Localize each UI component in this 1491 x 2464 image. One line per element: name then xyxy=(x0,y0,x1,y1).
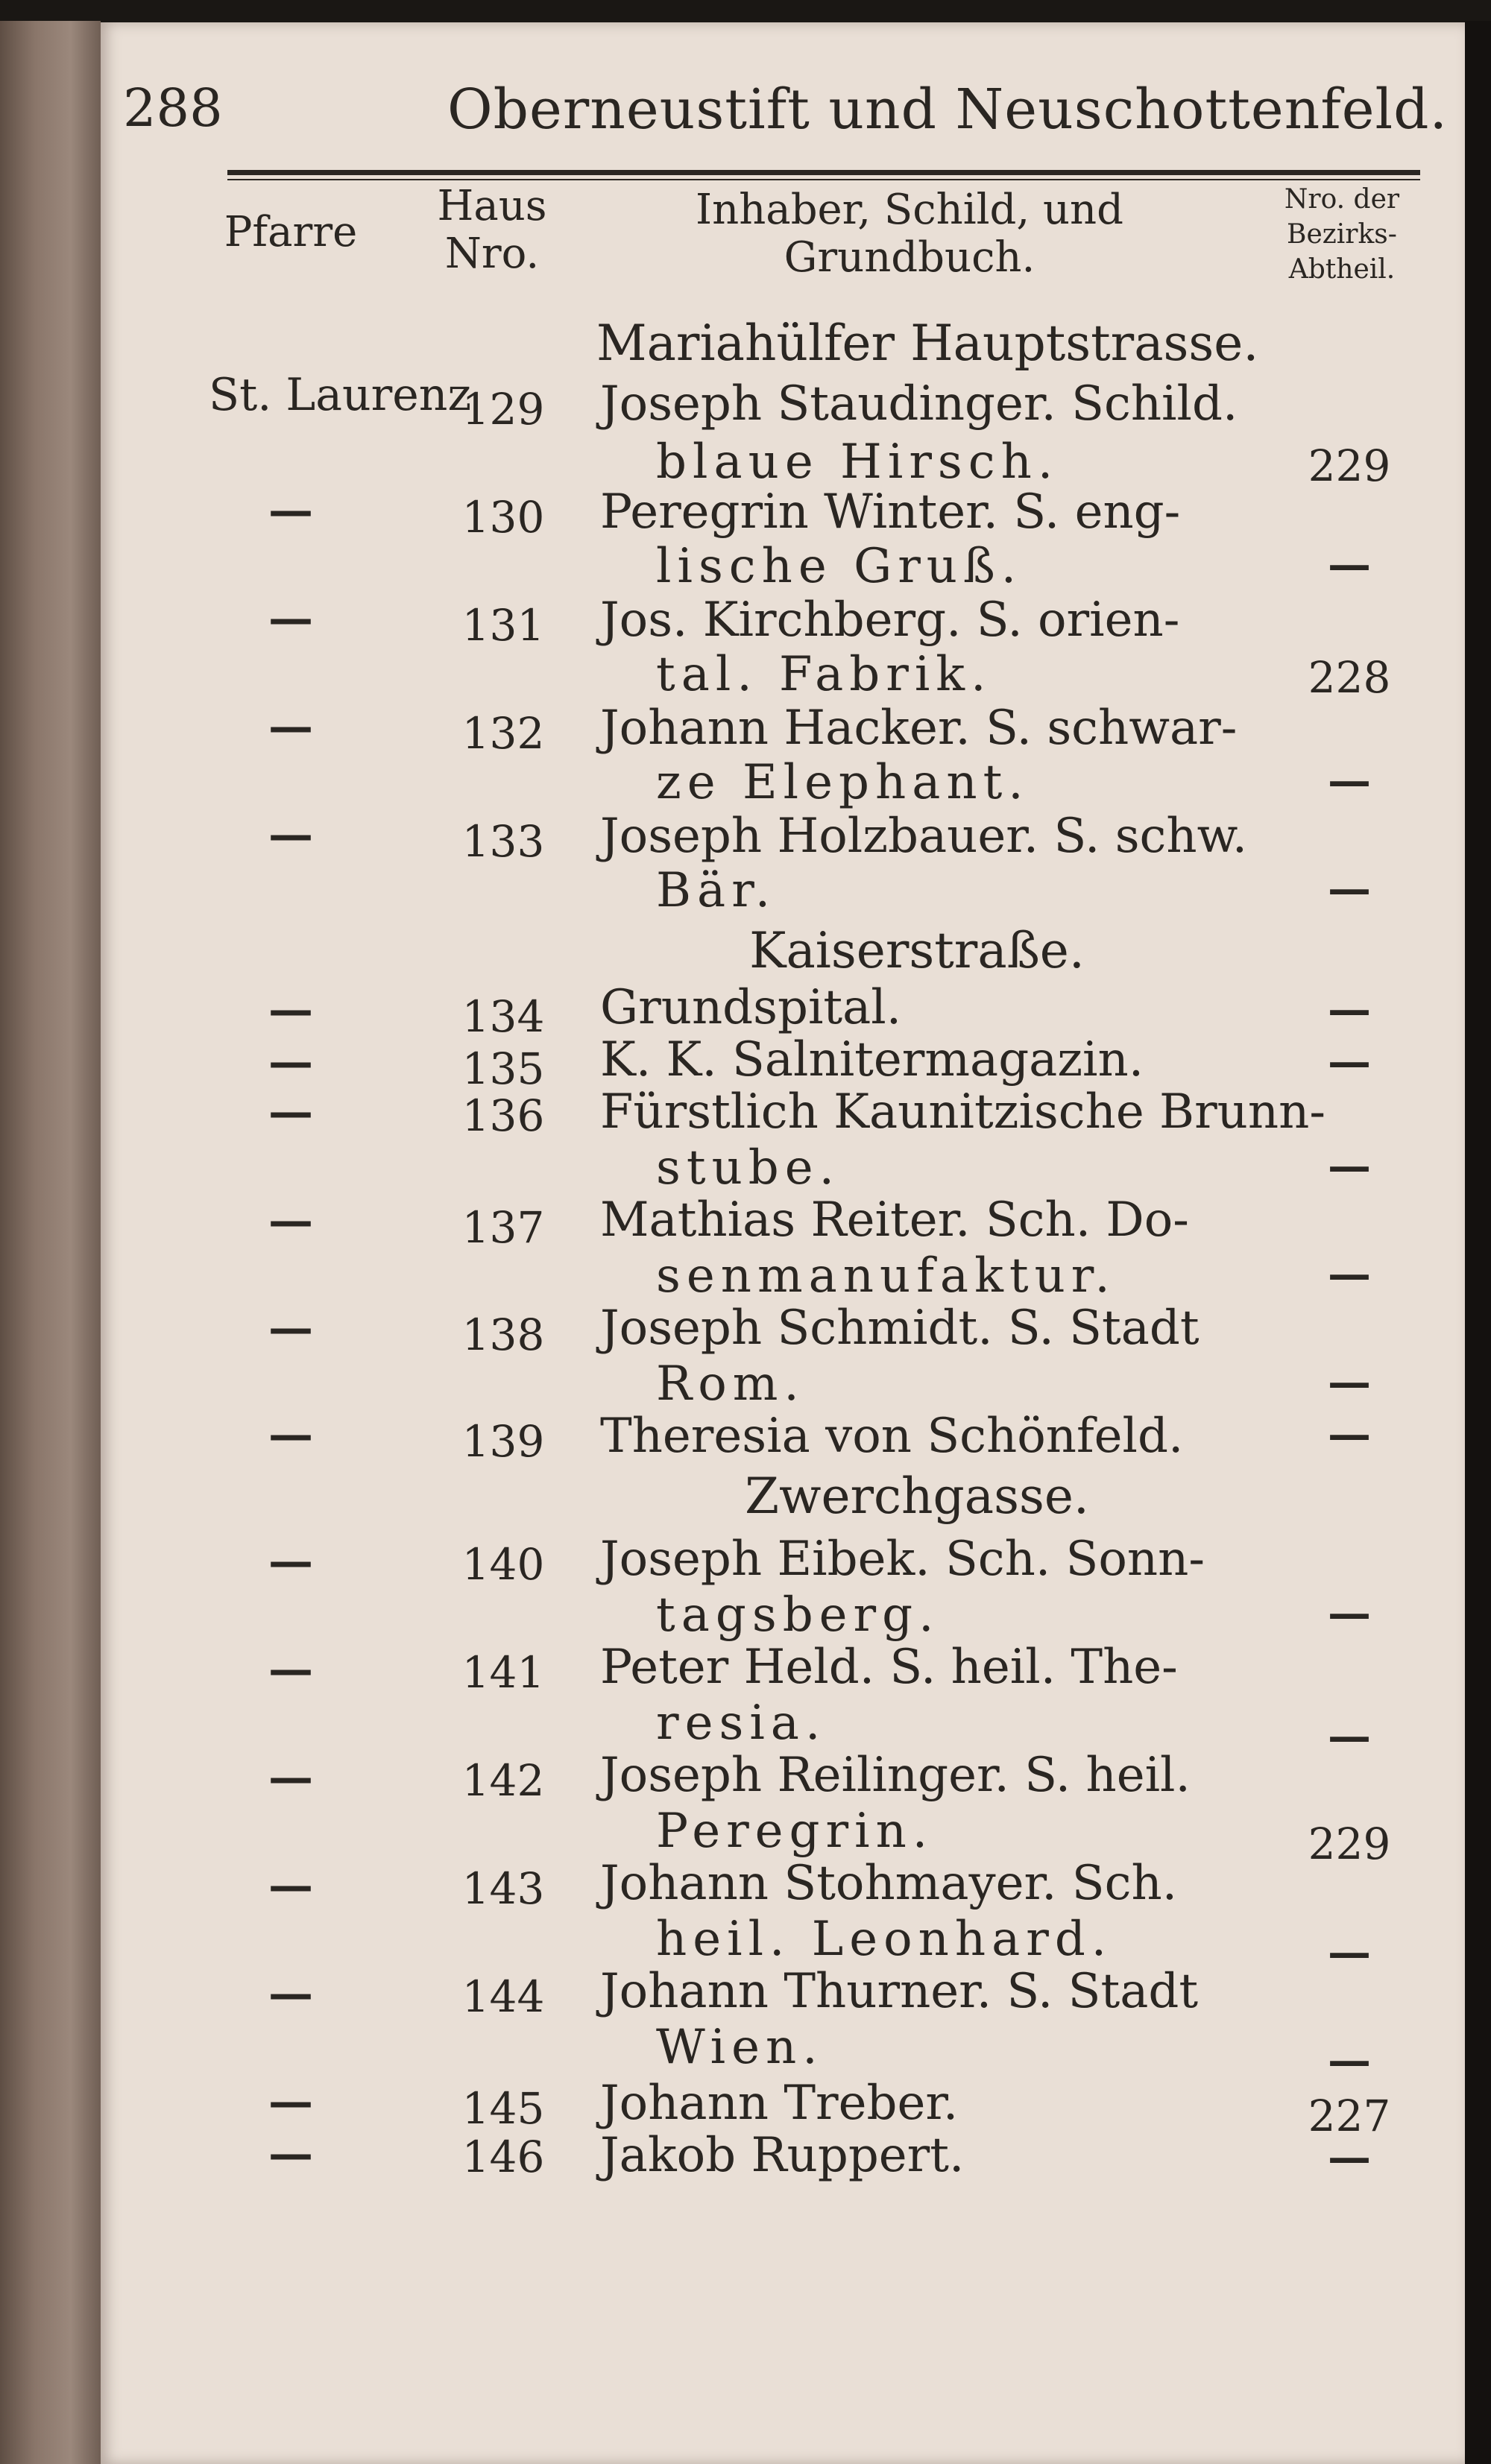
bezirk-number: — xyxy=(1328,755,1371,806)
entry-line-1: Johann Treber. xyxy=(600,2076,959,2131)
pfarre-cell: — xyxy=(268,1643,313,1696)
pfarre-cell: — xyxy=(268,1751,313,1804)
entry-line-1: Theresia von Schönfeld. xyxy=(600,1409,1184,1464)
pfarre-cell: — xyxy=(268,1535,313,1588)
entry-line-1: Jakob Ruppert. xyxy=(600,2128,965,2183)
page-edge-shadow xyxy=(1465,21,1491,2464)
pfarre-cell: — xyxy=(268,701,313,753)
bezirk-number: 229 xyxy=(1308,1819,1391,1869)
house-number: 142 xyxy=(461,1755,545,1806)
entry-line-2: tagsberg. xyxy=(656,1588,940,1643)
pfarre-cell: — xyxy=(268,2128,313,2180)
house-number: 138 xyxy=(461,1310,545,1360)
bezirk-number: 227 xyxy=(1308,2091,1391,2141)
house-number: 130 xyxy=(461,492,545,543)
bezirk-number: — xyxy=(1328,1588,1371,1638)
entry-line-2: heil. Leonhard. xyxy=(656,1912,1113,1967)
entry-line-2: blaue Hirsch. xyxy=(656,435,1059,490)
entry-line-1: Peter Held. S. heil. The- xyxy=(600,1640,1178,1695)
header-rule xyxy=(227,170,1420,175)
bezirk-number: — xyxy=(1328,1409,1371,1459)
entry-line-1: Joseph Eibek. Sch. Sonn- xyxy=(600,1532,1205,1587)
pfarre-cell: — xyxy=(268,1968,313,2020)
bezirk-number: — xyxy=(1328,1356,1371,1407)
house-number: 134 xyxy=(461,991,545,1042)
bezirk-number: — xyxy=(1328,984,1371,1034)
street-heading: Mariahülfer Hauptstrasse. xyxy=(596,315,1259,372)
column-header-haus-nro: Haus Nro. xyxy=(437,182,547,279)
bezirk-number: — xyxy=(1328,863,1371,914)
column-header-inhaber: Inhaber, Schild, und Grundbuch. xyxy=(696,186,1123,282)
house-number: 139 xyxy=(461,1416,545,1467)
house-number: 141 xyxy=(461,1647,545,1698)
house-number: 146 xyxy=(461,2132,545,2182)
bezirk-number: — xyxy=(1328,2035,1371,2085)
house-number: 145 xyxy=(461,2083,545,2134)
pfarre-cell: — xyxy=(268,593,313,645)
header-rule-thin xyxy=(227,179,1420,180)
bezirk-number: — xyxy=(1328,2132,1371,2182)
bezirk-number: — xyxy=(1328,539,1371,590)
entry-line-1: K. K. Salnitermagazin. xyxy=(600,1032,1144,1087)
entry-line-1: Johann Thurner. S. Stadt xyxy=(600,1964,1199,2019)
entry-line-1: Johann Stohmayer. Sch. xyxy=(600,1856,1178,1911)
entry-line-2: ze Elephant. xyxy=(656,755,1030,810)
entry-line-2: Bär. xyxy=(656,863,777,918)
pfarre-cell: — xyxy=(268,1086,313,1138)
entry-line-1: Mathias Reiter. Sch. Do- xyxy=(600,1192,1189,1248)
pfarre-cell: — xyxy=(268,809,313,861)
bezirk-number: — xyxy=(1328,1710,1371,1761)
pfarre-cell: — xyxy=(268,1302,313,1354)
bezirk-number: — xyxy=(1328,1927,1371,1977)
entry-line-1: Joseph Schmidt. S. Stadt xyxy=(600,1301,1200,1356)
entry-line-2: tal. Fabrik. xyxy=(656,647,992,702)
bezirk-number: — xyxy=(1328,1036,1371,1087)
house-number: 135 xyxy=(461,1043,545,1094)
pfarre-cell: St. Laurenz xyxy=(209,369,472,421)
entry-line-1: Jos. Kirchberg. S. orien- xyxy=(600,593,1180,648)
entry-line-1: Johann Hacker. S. schwar- xyxy=(600,701,1238,756)
entry-line-2: stube. xyxy=(656,1140,840,1195)
entry-line-1: Grundspital. xyxy=(600,980,902,1035)
entry-line-2: Peregrin. xyxy=(656,1804,934,1859)
entry-line-1: Joseph Holzbauer. S. schw. xyxy=(600,809,1248,864)
bezirk-number: — xyxy=(1328,1140,1371,1191)
pfarre-cell: — xyxy=(268,1036,313,1088)
book-spine xyxy=(0,21,101,2464)
page-number: 288 xyxy=(123,78,223,139)
pfarre-cell: — xyxy=(268,1195,313,1247)
entry-line-2: resia. xyxy=(656,1696,827,1751)
entry-line-1: Joseph Staudinger. Schild. xyxy=(600,376,1238,432)
pfarre-cell: — xyxy=(268,984,313,1036)
entry-line-2: Wien. xyxy=(656,2020,824,2075)
pfarre-cell: — xyxy=(268,1860,313,1912)
entry-line-1: Fürstlich Kaunitzische Brunn- xyxy=(600,1084,1325,1140)
house-number: 143 xyxy=(461,1863,545,1914)
house-number: 132 xyxy=(461,708,545,759)
house-number: 129 xyxy=(461,384,545,435)
house-number: 144 xyxy=(461,1971,545,2022)
street-heading: Kaiserstraße. xyxy=(749,922,1085,979)
house-number: 133 xyxy=(461,816,545,867)
bezirk-number: — xyxy=(1328,1248,1371,1299)
entry-line-2: lische Gruß. xyxy=(656,539,1023,594)
pfarre-cell: — xyxy=(268,484,313,537)
column-header-bezirk: Nro. der Bezirks-Abtheil. xyxy=(1284,184,1400,285)
running-title: Oberneustift und Neuschottenfeld. xyxy=(447,78,1449,142)
pfarre-cell: — xyxy=(268,1409,313,1461)
entry-line-1: Peregrin Winter. S. eng- xyxy=(600,484,1181,540)
house-number: 131 xyxy=(461,600,545,651)
street-heading: Zwerchgasse. xyxy=(745,1468,1089,1525)
house-number: 137 xyxy=(461,1202,545,1253)
bezirk-number: 228 xyxy=(1308,652,1391,703)
entry-line-1: Joseph Reilinger. S. heil. xyxy=(600,1748,1191,1803)
entry-line-2: senmanufaktur. xyxy=(656,1248,1116,1304)
bezirk-number: 229 xyxy=(1308,440,1391,491)
entry-line-2: Rom. xyxy=(656,1356,805,1412)
house-number: 136 xyxy=(461,1090,545,1141)
pfarre-cell: — xyxy=(268,2076,313,2128)
column-header-pfarre: Pfarre xyxy=(224,208,358,256)
house-number: 140 xyxy=(461,1539,545,1590)
